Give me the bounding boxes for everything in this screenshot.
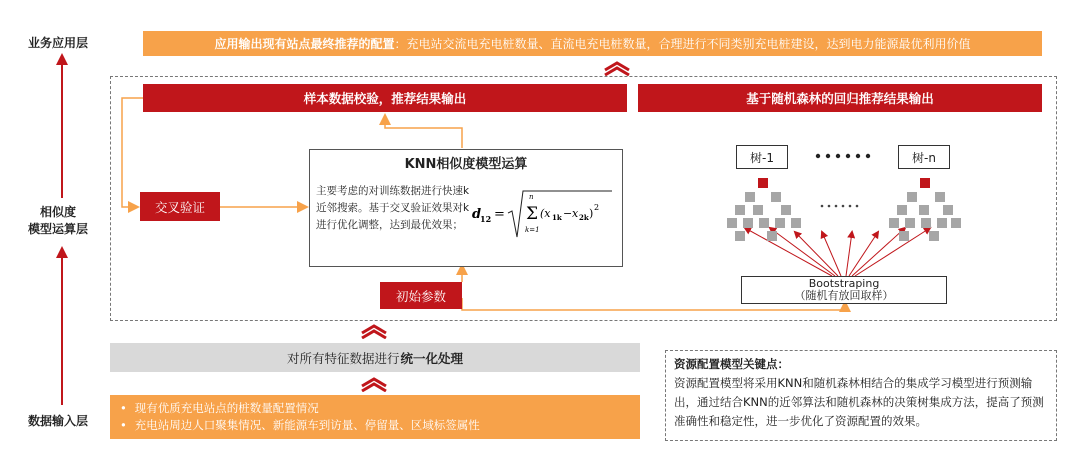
bootstrap-box xyxy=(741,276,947,304)
svg-text:2: 2 xyxy=(594,203,600,212)
business-layer-label: 业务应用层 xyxy=(27,36,88,50)
svg-text:(x: (x xyxy=(540,207,551,220)
svg-text:=: = xyxy=(494,207,505,222)
model-layer-label-line1: 相似度 xyxy=(39,205,76,219)
tree-n-nodes xyxy=(885,175,965,250)
unify-processing-bar xyxy=(110,343,640,372)
key-points-title: 资源配置模型关键点： xyxy=(674,357,789,371)
random-forest-bar: 基于随机森林的回归推荐结果输出 xyxy=(638,84,1042,112)
input-layer-label: 数据输入层 xyxy=(27,414,88,428)
knn-formula xyxy=(472,185,622,245)
svg-text:Σ: Σ xyxy=(526,204,539,224)
business-output-text: ：充电站交流电充电桩数量、直流电充电桩数量，合理进行不同类别充电桩建设，达到电力能源最优利用价值 xyxy=(394,37,971,51)
svg-text:k=1: k=1 xyxy=(525,226,540,234)
business-output-bold: 应用输出现有站点最终推荐的配置 xyxy=(214,37,395,51)
svg-text:1k: 1k xyxy=(552,213,562,222)
input-data-block xyxy=(110,395,640,439)
knn-description: 主要考虑的对训练数据进行快速k近邻搜索。基于交叉验证效果对k进行优化调整，达到最优效果； xyxy=(316,185,470,231)
bootstrap-arrow-5 xyxy=(846,232,852,276)
model-layer-label-line2: 模型运算层 xyxy=(27,222,88,236)
svg-text:x: x xyxy=(572,207,579,220)
initial-params-button: 初始参数 xyxy=(380,282,462,309)
knn-model-box xyxy=(309,149,623,267)
svg-text:−: − xyxy=(563,207,573,220)
bootstrap-title: Bootstraping xyxy=(808,277,880,290)
chevron-up-icon-3 xyxy=(359,376,389,392)
svg-text:d: d xyxy=(472,207,482,222)
key-points-note xyxy=(665,350,1057,441)
input-item-2: • 充电站周边人口聚集情况、新能源车到访量、停留量、区域标签属性 xyxy=(120,417,640,434)
svg-text:): ) xyxy=(589,207,594,220)
svg-text:12: 12 xyxy=(480,214,492,224)
key-points-body: 资源配置模型将采用KNN和随机森林相结合的集成学习模型进行预测输出，通过结合KNN的近邻算法和随机森林的决策树集成方法，提高了预测准确性和稳定性，进一步优化了资源配置的效果。 xyxy=(674,376,1044,428)
svg-text:2k: 2k xyxy=(579,213,589,222)
unify-prefix: 对所有特征数据进行 xyxy=(286,350,400,366)
cross-validation-button: 交叉验证 xyxy=(140,192,220,221)
connector-knn-to-sample xyxy=(385,116,462,148)
input-data-list xyxy=(110,395,640,434)
chevron-up-icon-2 xyxy=(359,323,389,339)
input-item-1: • 现有优质充电站点的桩数量配置情况 xyxy=(120,400,640,417)
knn-title: KNN相似度模型运算 xyxy=(404,157,528,172)
bootstrap-subtitle: （随机有放回取样） xyxy=(794,289,894,302)
connector-sample-to-cross xyxy=(122,98,143,207)
bootstrap-arrow-6 xyxy=(849,232,878,276)
svg-text:n: n xyxy=(529,193,534,201)
sample-validation-bar: 样本数据校验，推荐结果输出 xyxy=(143,84,627,112)
distance-formula xyxy=(472,185,622,245)
tree-1-nodes xyxy=(725,175,805,250)
unify-bold: 统一化处理 xyxy=(400,350,464,366)
tree-n-label: 树-n xyxy=(898,145,950,169)
tree-1-label: 树-1 xyxy=(736,145,788,169)
